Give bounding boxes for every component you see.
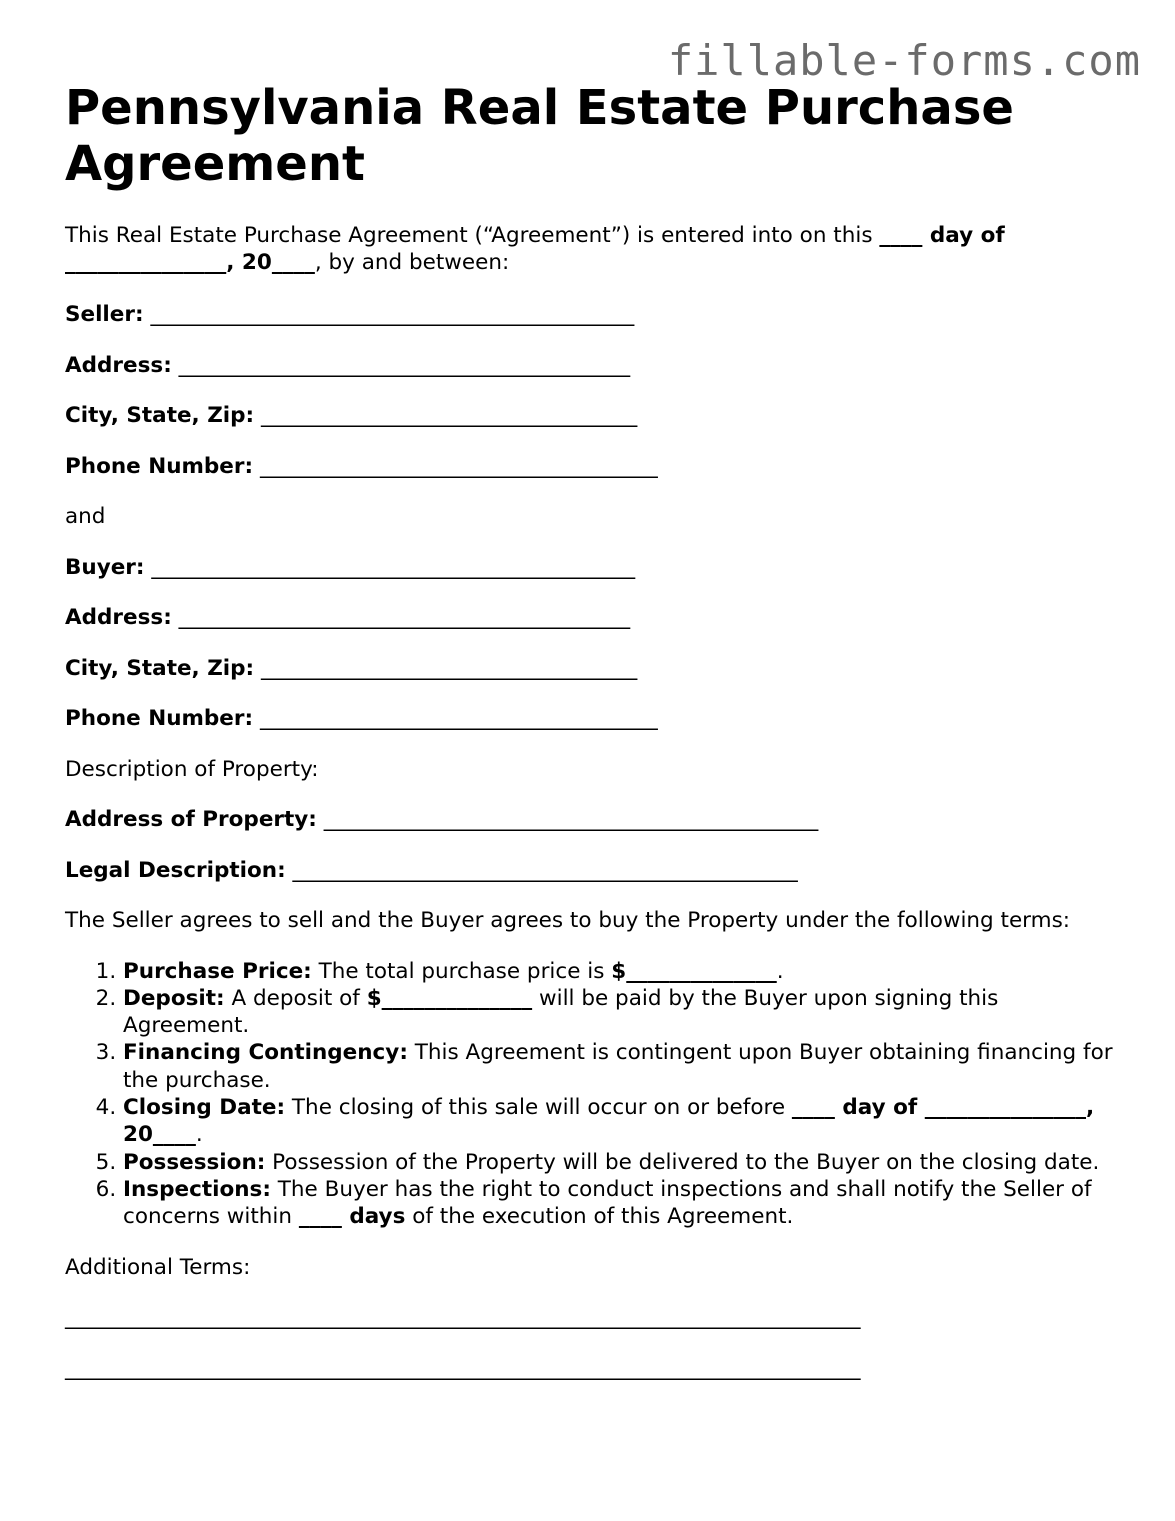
property-address-label: Address of Property: xyxy=(65,807,317,832)
buyer-city-label: City, State, Zip: xyxy=(65,655,255,681)
seller-address-row xyxy=(65,352,1125,379)
term-text: The Buyer has the right to conduct inspections and shall notify the Seller of concerns within xyxy=(123,1176,1092,1230)
term-label: Possession: xyxy=(123,1149,266,1175)
additional-terms-line-1[interactable]: __________________________________________________________________________ xyxy=(65,1305,861,1331)
page-title: Pennsylvania Real Estate Purchase Agreement xyxy=(65,80,1014,192)
agreement-date-field[interactable]: _______________, 20____ xyxy=(65,250,315,275)
and-text: and xyxy=(65,504,106,529)
term-text: will be paid by the Buyer upon signing this Agreement. xyxy=(123,985,999,1039)
seller-name-field[interactable]: _____________________________________________ xyxy=(150,302,635,327)
list-item xyxy=(123,1176,1125,1231)
intro-text: This Real Estate Purchase Agreement (“Agreement”) is entered into on this xyxy=(65,223,880,248)
seller-phone-row xyxy=(65,453,1125,480)
buyer-name-field[interactable]: _____________________________________________ xyxy=(151,554,636,580)
additional-terms-line-2[interactable]: __________________________________________________________________________ xyxy=(65,1355,861,1381)
terms-list xyxy=(65,958,1125,1231)
closing-date-field[interactable]: ____ day of _______________, 20____ xyxy=(123,1094,1095,1148)
list-item xyxy=(123,1094,1125,1149)
term-text: The total purchase price is xyxy=(311,958,612,984)
seller-city-field[interactable]: ___________________________________ xyxy=(261,403,638,428)
buyer-city-field[interactable]: ___________________________________ xyxy=(261,655,638,681)
inspection-days-field[interactable]: ____ days xyxy=(298,1204,406,1230)
seller-name-row xyxy=(65,301,1125,328)
term-text: This Agreement is contingent upon Buyer obtaining financing for the purchase. xyxy=(123,1040,1113,1093)
term-label: Inspections: xyxy=(123,1176,271,1202)
buyer-name-label: Buyer: xyxy=(65,554,145,580)
seller-phone-label: Phone Number: xyxy=(65,453,254,479)
seller-city-row xyxy=(65,402,1125,429)
term-label: Deposit: xyxy=(123,985,225,1011)
term-label: Closing Date: xyxy=(123,1094,286,1120)
buyer-address-row xyxy=(65,604,1125,631)
term-text: Possession of the Property will be delivered to the Buyer on the closing date. xyxy=(265,1149,1100,1175)
term-text: A deposit of xyxy=(224,985,367,1011)
seller-city-label: City, State, Zip: xyxy=(65,403,255,428)
buyer-city-row xyxy=(65,655,1125,682)
legal-description-field[interactable]: _______________________________________________ xyxy=(292,857,798,883)
legal-description-label: Legal Description: xyxy=(65,857,286,883)
intro-paragraph xyxy=(65,222,1125,276)
term-label: Purchase Price: xyxy=(123,958,312,984)
purchase-price-field[interactable]: $______________ xyxy=(611,958,777,984)
buyer-address-field[interactable]: __________________________________________ xyxy=(178,605,631,630)
buyer-address-label: Address: xyxy=(65,605,172,630)
property-address-field[interactable]: ______________________________________________ xyxy=(323,807,819,832)
term-text: The closing of this sale will occur on or before xyxy=(285,1094,792,1120)
term-text: . xyxy=(195,1122,203,1148)
list-item xyxy=(123,958,1125,985)
legal-description-row xyxy=(65,857,1125,884)
property-heading: Description of Property: xyxy=(65,756,319,782)
buyer-name-row xyxy=(65,554,1125,581)
deposit-field[interactable]: $______________ xyxy=(366,985,533,1011)
term-text: . xyxy=(776,958,784,984)
seller-name-label: Seller: xyxy=(65,302,144,327)
list-item xyxy=(123,985,1125,1040)
term-label: Financing Contingency: xyxy=(123,1040,408,1066)
buyer-phone-label: Phone Number: xyxy=(65,706,254,731)
seller-address-field[interactable]: __________________________________________ xyxy=(178,352,631,378)
list-item xyxy=(123,1149,1125,1176)
buyer-phone-row xyxy=(65,705,1125,732)
term-text: of the execution of this Agreement. xyxy=(405,1204,794,1230)
list-item xyxy=(123,1039,1125,1094)
additional-terms-heading: Additional Terms: xyxy=(65,1254,251,1280)
property-address-row xyxy=(65,806,1125,833)
seller-phone-field[interactable]: _____________________________________ xyxy=(259,453,658,479)
seller-address-label: Address: xyxy=(65,352,172,378)
agreement-day-field[interactable]: ____ day of xyxy=(879,223,1005,248)
terms-intro: The Seller agrees to sell and the Buyer agrees to buy the Property under the following terms: xyxy=(65,908,1071,933)
watermark: fillable-forms.com xyxy=(667,36,1141,85)
document-page xyxy=(65,80,1125,1382)
intro-text-end: , by and between: xyxy=(314,250,510,275)
buyer-phone-field[interactable]: _____________________________________ xyxy=(259,706,658,731)
